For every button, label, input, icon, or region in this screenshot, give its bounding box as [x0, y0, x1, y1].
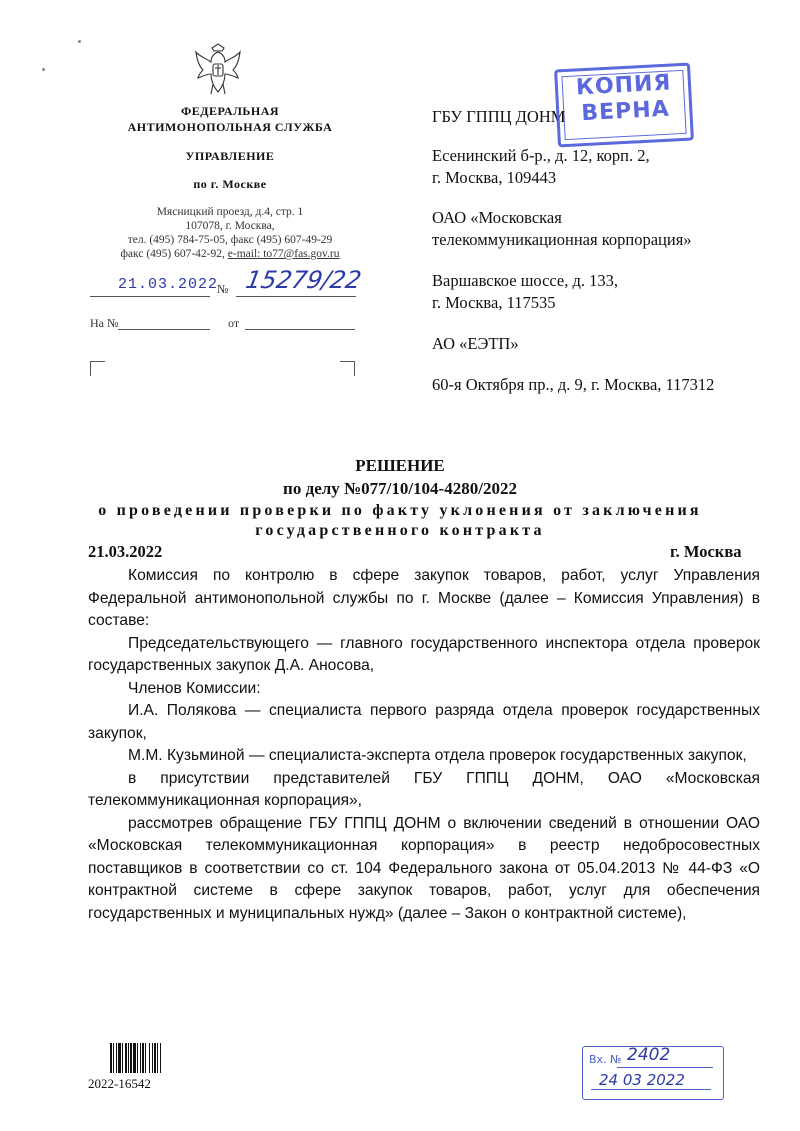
body-paragraph-attendance: в присутствии представителей ГБУ ГППЦ ДОНМ, ОАО «Московская телекоммуникационная корпорация»,: [88, 769, 760, 809]
decision-date: 21.03.2022: [88, 542, 163, 561]
date-underline: [90, 296, 210, 297]
incoming-registration-stamp: [582, 1046, 724, 1100]
scan-speck: [42, 68, 45, 71]
addressee-2-name-line1: ОАО «Московская: [432, 208, 562, 227]
case-number: по делу №077/10/104-4280/2022: [283, 479, 517, 498]
body-paragraph-commission: Комиссия по контролю в сфере закупок товаров, работ, услуг Управления Федеральной антимонопольной службы по г. Москве (далее – Комиссия Управления) в составе:: [88, 567, 760, 629]
addressee-3-address: 60-я Октября пр., д. 9, г. Москва, 117312: [432, 375, 715, 394]
in-reply-to-label: На №: [90, 316, 119, 330]
document-subject-line1: о проведении проверки по факту уклонения от заключения: [98, 502, 702, 519]
in-reply-to-date-label: от: [228, 316, 240, 330]
incoming-date-handwritten: 24 03 2022: [599, 1071, 685, 1089]
in-reply-to-date-line: [245, 329, 355, 330]
addressee-1-name: ГБУ ГППЦ ДОНМ: [432, 107, 566, 126]
barcode-bar: [161, 1043, 162, 1073]
body-paragraph-considering: рассмотрев обращение ГБУ ГППЦ ДОНМ о включении сведений в отношении ОАО «Московская телекоммуникационная корпорация» в реестр недобросовестных поставщиков в соответствии со ст. 104 Федерального закона от 05.04.2013 № 44-ФЗ «О контрактной системе в сфере закупок товаров, работ, услуг для обеспечения государственных и муниципальных нужд» (далее – Закон о контрактной системе),: [88, 814, 760, 922]
address-corner-mark-left: [90, 361, 105, 376]
coat-of-arms-emblem: [193, 42, 243, 98]
address-corner-mark-right: [340, 361, 355, 376]
number-underline: [236, 296, 356, 297]
incoming-number-handwritten: 2402: [627, 1045, 671, 1065]
dept-name-line1: УПРАВЛЕНИЕ: [185, 149, 275, 163]
document-subject-line2: государственного контракта: [255, 522, 545, 539]
addressee-1-address-line1: Есенинский б-р., д. 12, корп. 2,: [432, 146, 650, 165]
incoming-number-line: [617, 1067, 713, 1068]
addressee-1-address-line2: г. Москва, 109443: [432, 168, 557, 187]
outgoing-number-handwritten: 15279/22: [243, 266, 364, 294]
incoming-number-label: Вх. №: [589, 1053, 622, 1066]
org-name-line2: АНТИМОНОПОЛЬНАЯ СЛУЖБА: [127, 120, 333, 134]
stamp-text-line1: КОПИЯ: [575, 70, 673, 101]
dept-name-line2: по г. Москве: [193, 177, 267, 191]
org-name-line1: ФЕДЕРАЛЬНАЯ: [180, 104, 280, 118]
decision-city: г. Москва: [670, 542, 742, 561]
barcode-number: 2022-16542: [88, 1076, 151, 1091]
addressee-2-name-line2: телекоммуникационная корпорация»: [432, 230, 692, 249]
outgoing-number-label: №: [217, 282, 229, 296]
scan-speck: [78, 40, 81, 43]
body-paragraph-member-1: И.А. Полякова — специалиста первого разряда отдела проверок государственных закупок,: [88, 702, 760, 742]
sender-address-line4: [90, 248, 370, 260]
addressee-3-name: АО «ЕЭТП»: [432, 334, 519, 353]
body-paragraph-members-heading: Членов Комиссии:: [128, 679, 261, 697]
document-barcode: [110, 1043, 190, 1073]
addressee-2-address-line1: Варшавское шоссе, д. 133,: [432, 271, 619, 290]
decision-body: [88, 565, 760, 925]
body-paragraph-member-2: М.М. Кузьминой — специалиста-эксперта отдела проверок государственных закупок,: [128, 747, 747, 764]
document-title: РЕШЕНИЕ: [355, 456, 445, 475]
stamp-text-line2: ВЕРНА: [580, 96, 671, 127]
outgoing-date: 21.03.2022: [118, 276, 219, 293]
sender-address-line2: 107078, г. Москва,: [185, 220, 275, 232]
body-paragraph-chair: Председательствующего — главного государственного инспектора отдела проверок государственных закупок Д.А. Аносова,: [88, 634, 760, 674]
sender-email-link[interactable]: e-mail: to77@fas.gov.ru: [227, 248, 340, 260]
sender-address-line1: Мясницкий проезд, д.4, стр. 1: [156, 206, 304, 218]
in-reply-to-number-line: [118, 329, 210, 330]
sender-address-line3: тел. (495) 784-75-05, факс (495) 607-49-29: [127, 234, 333, 246]
certified-copy-stamp: [554, 62, 694, 147]
sender-fax: факс (495) 607-42-92,: [120, 248, 228, 260]
incoming-date-line: [591, 1089, 711, 1090]
addressee-2-address-line2: г. Москва, 117535: [432, 293, 556, 312]
